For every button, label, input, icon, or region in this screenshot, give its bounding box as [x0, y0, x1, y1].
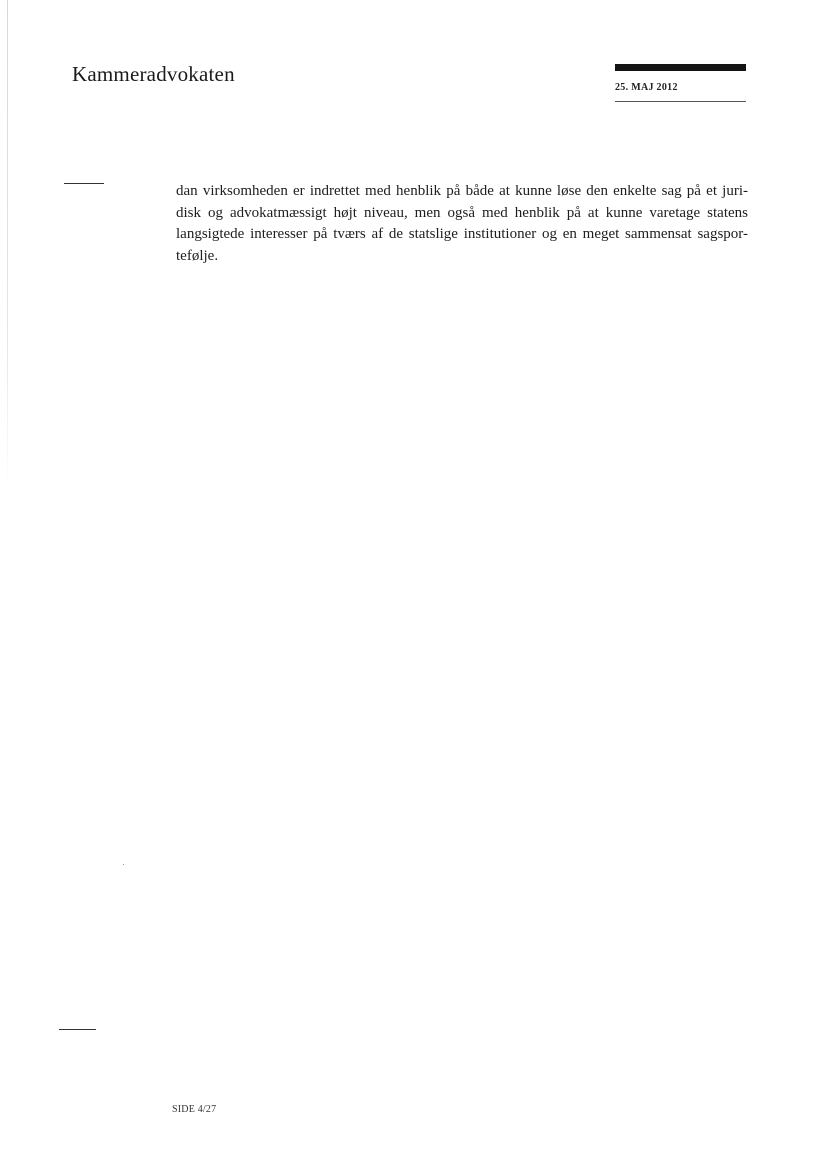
date-header-bar — [615, 64, 746, 71]
organization-logo: Kammeradvokaten — [72, 62, 235, 86]
fold-mark-top — [64, 183, 104, 184]
body-paragraph — [176, 181, 748, 267]
body-line: dan virksomheden er indrettet med henblik på både at kunne løse den enkelte sag på et juri- — [176, 183, 748, 199]
document-date: 25. MAJ 2012 — [615, 82, 678, 93]
fold-mark-bottom — [59, 1029, 96, 1030]
date-underline — [615, 101, 746, 102]
body-line: disk og advokatmæssigt højt niveau, men også med henblik på at kunne varetage statens — [176, 204, 748, 221]
scan-edge-line — [7, 0, 8, 490]
body-line: tefølje. — [176, 247, 219, 264]
page-number: SIDE 4/27 — [172, 1104, 217, 1115]
body-line: langsigtede interesser på tværs af de statslige institutioner og en meget sammensat sagspor- — [176, 226, 748, 242]
scan-speck — [123, 864, 124, 865]
